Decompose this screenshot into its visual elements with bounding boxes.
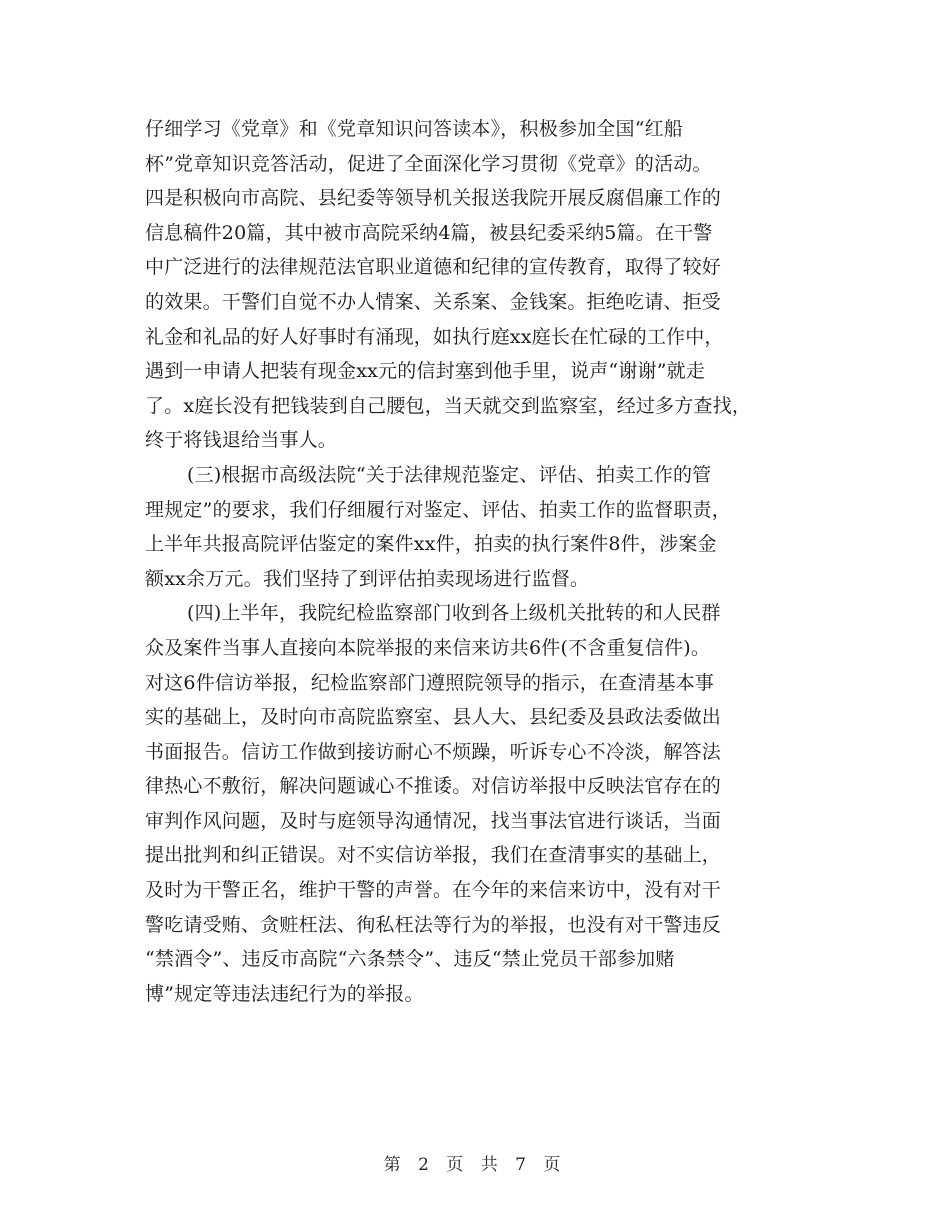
text-line: 礼金和礼品的好人好事时有涌现，如执行庭xx庭长在忙碌的工作中， — [145, 325, 724, 348]
text-line: 中广泛进行的法律规范法官职业道德和纪律的宣传教育，取得了较好 — [145, 256, 722, 279]
text-line: 理规定”的要求，我们仔细履行对鉴定、评估、拍卖工作的监督职责， — [145, 498, 731, 521]
text-line: 众及案件当事人直接向本院举报的来信来访共6件(不含重复信件)。 — [145, 636, 711, 659]
page-footer: 第 2 页 共 7 页 — [383, 1155, 567, 1175]
text-line: 的效果。干警们自觉不办人情案、关系案、金钱案。拒绝吃请、拒受 — [145, 290, 722, 313]
text-line: 审判作风问题，及时与庭领导沟通情况，找当事法官进行谈话，当面 — [145, 809, 722, 832]
text-line: 遇到一申请人把装有现金xx元的信封塞到他手里，说声“谢谢”就走 — [145, 360, 706, 383]
text-line: 书面报告。信访工作做到接访耐心不烦躁，听诉专心不冷淡，解答法 — [145, 740, 722, 763]
text-line: 实的基础上，及时向市高院监察室、县人大、县纪委及县政法委做出 — [145, 706, 722, 729]
text-line: 信息稿件20篇，其中被市高院采纳4篇，被县纪委采纳5篇。在干警 — [145, 221, 713, 244]
paragraph-start-line: (三)根据市高级法院“关于法律规范鉴定、评估、拍卖工作的管 — [187, 463, 712, 486]
text-line: 终于将钱退给当事人。 — [145, 429, 338, 452]
text-line: 额xx余万元。我们坚持了到评估拍卖现场进行监督。 — [145, 567, 590, 590]
document-body — [145, 112, 835, 1011]
paragraph-start-line: (四)上半年，我院纪检监察部门收到各上级机关批转的和人民群 — [187, 602, 721, 625]
text-line: 仔细学习《党章》和《党章知识问答读本》，积极参加全国“红船 — [145, 118, 684, 140]
text-line: 警吃请受贿、贪赃枉法、徇私枉法等行为的举报，也没有对干警违反 — [145, 913, 722, 936]
text-line: 上半年共报高院评估鉴定的案件xx件，拍卖的执行案件8件，涉案金 — [145, 533, 717, 556]
text-line: 博”规定等违法违纪行为的举报。 — [145, 982, 424, 1005]
text-line: 对这6件信访举报，纪检监察部门遵照院领导的指示，在查清基本事 — [145, 671, 715, 694]
text-line: 了。x庭长没有把钱装到自己腰包，当天就交到监察室，经过多方查找， — [145, 394, 752, 417]
text-line: 提出批判和纠正错误。对不实信访举报，我们在查清事实的基础上， — [145, 844, 722, 867]
text-line: 四是积极向市高院、县纪委等领导机关报送我院开展反腐倡廉工作的 — [145, 187, 722, 210]
text-line: “禁酒令”、违反市高院“六条禁令”、违反“禁止党员干部参加赌 — [145, 948, 675, 971]
text-line: 杯”党章知识竞答活动，促进了全面深化学习贯彻《党章》的活动。 — [145, 152, 712, 175]
text-line: 律热心不敷衍，解决问题诚心不推诿。对信访举报中反映法官存在的 — [145, 775, 722, 798]
text-line: 及时为干警正名，维护干警的声誉。在今年的来信来访中，没有对干 — [145, 879, 722, 902]
